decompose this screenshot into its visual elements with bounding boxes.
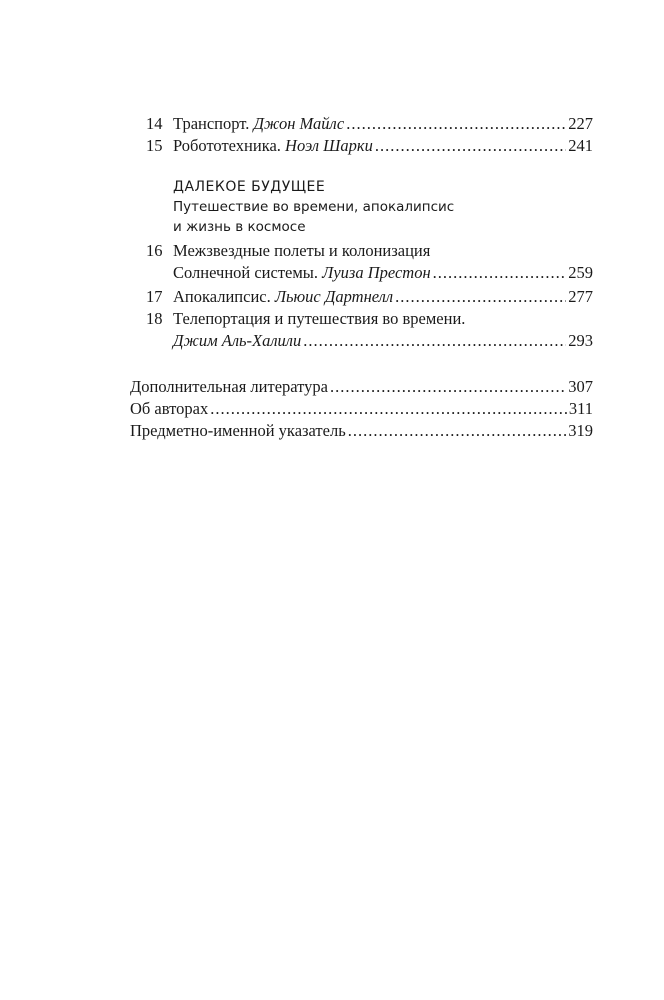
toc-back-matter-index[interactable] [130,420,593,442]
leader-dots [303,330,566,352]
toc-entry-title: Дополнительная литература [130,377,328,396]
toc-entry-title: Об авторах [130,399,209,418]
toc-entry-18[interactable] [173,308,593,352]
toc-entry-number: 16 [146,241,163,260]
toc-entry-title-line1: Межзвездные полеты и колонизация [173,241,431,260]
toc-back-matter-bibliography[interactable] [130,376,593,398]
section-title: ДАЛЕКОЕ БУДУЩЕЕ [173,179,326,195]
toc-entry-title-line1: Телепортация и путешествия во времени. [173,309,466,328]
toc-entry-page: 293 [568,331,593,350]
toc-back-matter-authors[interactable] [130,398,593,420]
leader-dots [433,262,567,284]
toc-entry-number: 17 [146,287,163,306]
toc-entry-author: Ноэл Шарки [285,136,373,155]
toc-entry-16[interactable] [173,240,593,284]
toc-entry-title: Апокалипсис. [173,287,271,306]
toc-entry-17[interactable] [173,286,593,308]
toc-entry-15[interactable] [173,135,593,157]
toc-entry-author: Льюис Дартнелл [274,287,394,306]
toc-entry-page: 311 [568,399,593,418]
toc-entry-title: Транспорт. [173,114,250,133]
toc-entry-page: 259 [568,263,593,282]
toc-entry-page: 277 [568,287,593,306]
toc-entry-page: 307 [568,377,593,396]
leader-dots [375,135,566,157]
toc-entry-author: Джон Майлс [253,114,345,133]
leader-dots [348,420,567,442]
toc-entry-title: Робототехника. [173,136,281,155]
leader-dots [395,286,566,308]
toc-entry-page: 319 [568,421,593,440]
leader-dots [210,398,567,420]
toc-entry-author: Джим Аль-Халили [173,331,302,350]
section-subtitle-line2: и жизнь в космосе [173,219,306,235]
toc-entry-title: Предметно-именной указатель [130,421,346,440]
section-header [173,177,593,237]
toc-entry-number: 14 [146,114,163,133]
toc-entry-page: 241 [568,136,593,155]
section-subtitle-line1: Путешествие во времени, апокалипсис [173,199,455,215]
toc-entry-14[interactable] [173,113,593,135]
toc-entry-number: 18 [146,309,163,328]
toc-entry-title: Солнечной системы. [173,263,319,282]
leader-dots [330,376,566,398]
toc-entry-number: 15 [146,136,163,155]
toc-entry-author: Луиза Престон [322,263,431,282]
leader-dots [346,113,566,135]
toc-entry-page: 227 [568,114,593,133]
